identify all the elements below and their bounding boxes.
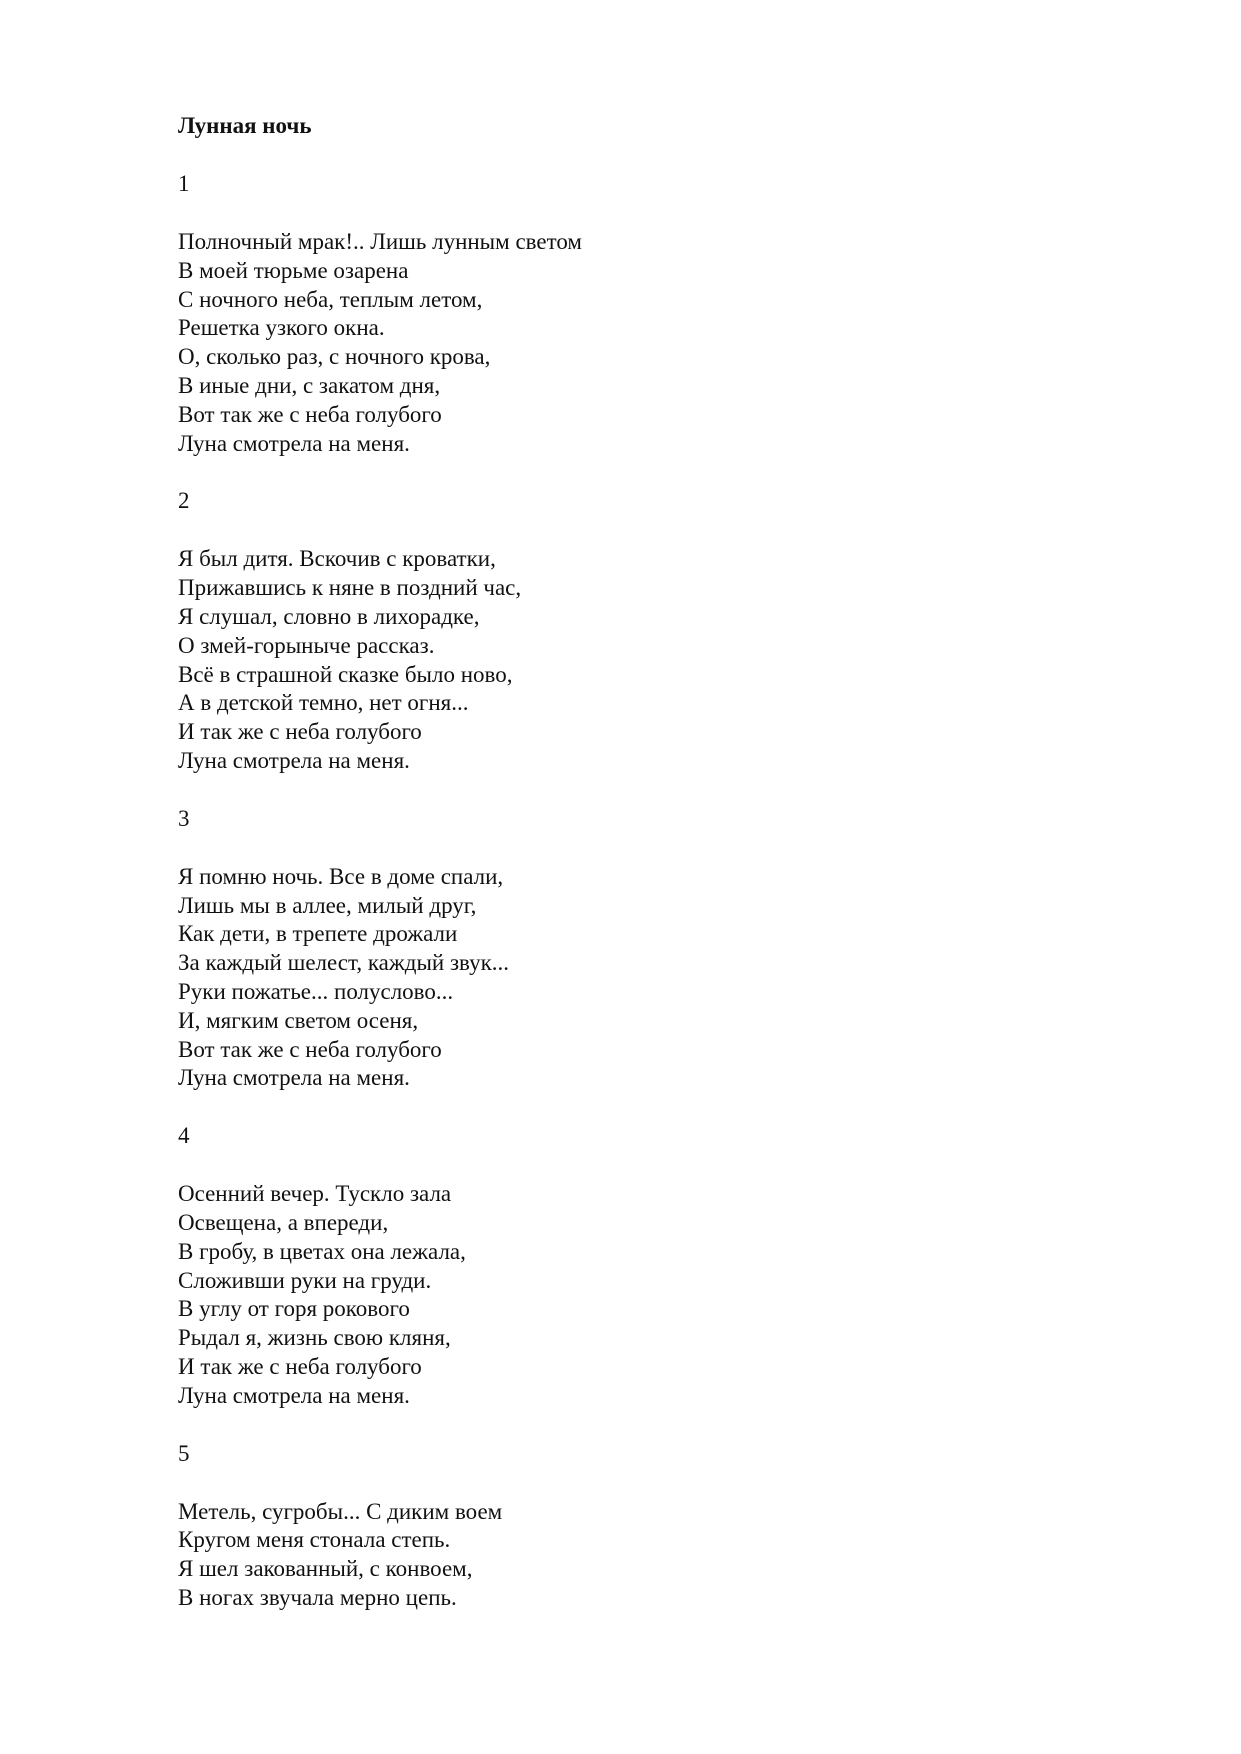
spacer — [178, 1093, 1158, 1122]
poem-line: Рыдал я, жизнь свою кляня, — [178, 1325, 451, 1351]
poem-line: Освещена, а впереди, — [178, 1209, 389, 1235]
poem-line: Вот так же с неба голубого — [178, 1036, 442, 1062]
poem-line: Лишь мы в аллее, милый друг, — [178, 892, 477, 918]
poem-line: Вот так же с неба голубого — [178, 401, 442, 427]
poem-line: В моей тюрьме озарена — [178, 257, 409, 283]
spacer — [178, 834, 1158, 863]
poem-line: Я помню ночь. Все в доме спали, — [178, 863, 504, 889]
poem-line: Как дети, в трепете дрожали — [178, 921, 458, 947]
poem-line: Решетка узкого окна. — [178, 315, 385, 341]
document-page — [178, 112, 1158, 1613]
poem-line: За каждый шелест, каждый звук... — [178, 950, 510, 976]
spacer — [178, 1469, 1158, 1498]
stanza — [178, 1122, 1158, 1439]
stanza-number: 1 — [178, 171, 190, 196]
poem-line: В ногах звучала мерно цепь. — [178, 1584, 457, 1610]
stanza-number: 3 — [178, 805, 190, 831]
poem-line: С ночного неба, теплым летом, — [178, 286, 483, 312]
poem-line: О змей-горыныче рассказ. — [178, 632, 435, 658]
poem-line: Всё в страшной сказке было ново, — [178, 661, 513, 687]
stanza — [178, 170, 1158, 487]
poem-line: И так же с неба голубого — [178, 1353, 422, 1379]
poem-line: Луна смотрела на меня. — [178, 1065, 410, 1091]
poem-line: А в детской темно, нет огня... — [178, 690, 469, 716]
poem-line: Я шел закованный, с конвоем, — [178, 1556, 473, 1582]
poem-line: Луна смотрела на меня. — [178, 747, 410, 773]
stanza — [178, 805, 1158, 1122]
poem-line: Я слушал, словно в лихорадке, — [178, 603, 480, 629]
poem-line: В иные дни, с закатом дня, — [178, 372, 441, 398]
spacer — [178, 776, 1158, 805]
poem-line: Метель, сугробы... С диким воем — [178, 1498, 503, 1524]
poem-line: О, сколько раз, с ночного крова, — [178, 344, 491, 370]
poem-line: Прижавшись к няне в поздний час, — [178, 575, 522, 601]
poem-line: Сложивши руки на груди. — [178, 1267, 432, 1293]
spacer — [178, 458, 1158, 487]
poem-line: Осенний вечер. Тускло зала — [178, 1181, 452, 1207]
spacer — [178, 1411, 1158, 1440]
poem-line: И так же с неба голубого — [178, 719, 422, 745]
poem-line: И, мягким светом осеня, — [178, 1007, 419, 1033]
spacer — [178, 516, 1158, 545]
poem-line: Руки пожатье... полуслово... — [178, 978, 454, 1004]
poem-line: Кругом меня стонала степь. — [178, 1527, 451, 1553]
stanza-number: 5 — [178, 1440, 190, 1466]
poem-line: Я был дитя. Вскочив с кроватки, — [178, 546, 496, 572]
stanza-number: 2 — [178, 488, 190, 514]
spacer — [178, 141, 1158, 170]
poem-line: В углу от горя рокового — [178, 1296, 410, 1322]
spacer — [178, 1151, 1158, 1180]
poem-title: Лунная ночь — [178, 113, 312, 138]
stanza — [178, 487, 1158, 804]
spacer — [178, 199, 1158, 228]
stanza-number: 4 — [178, 1123, 190, 1149]
poem-line: Луна смотрела на меня. — [178, 1382, 410, 1408]
stanza — [178, 1440, 1158, 1613]
poem-line: Полночный мрак!.. Лишь лунным светом — [178, 229, 582, 254]
poem-line: В гробу, в цветах она лежала, — [178, 1238, 466, 1264]
poem-line: Луна смотрела на меня. — [178, 430, 410, 456]
